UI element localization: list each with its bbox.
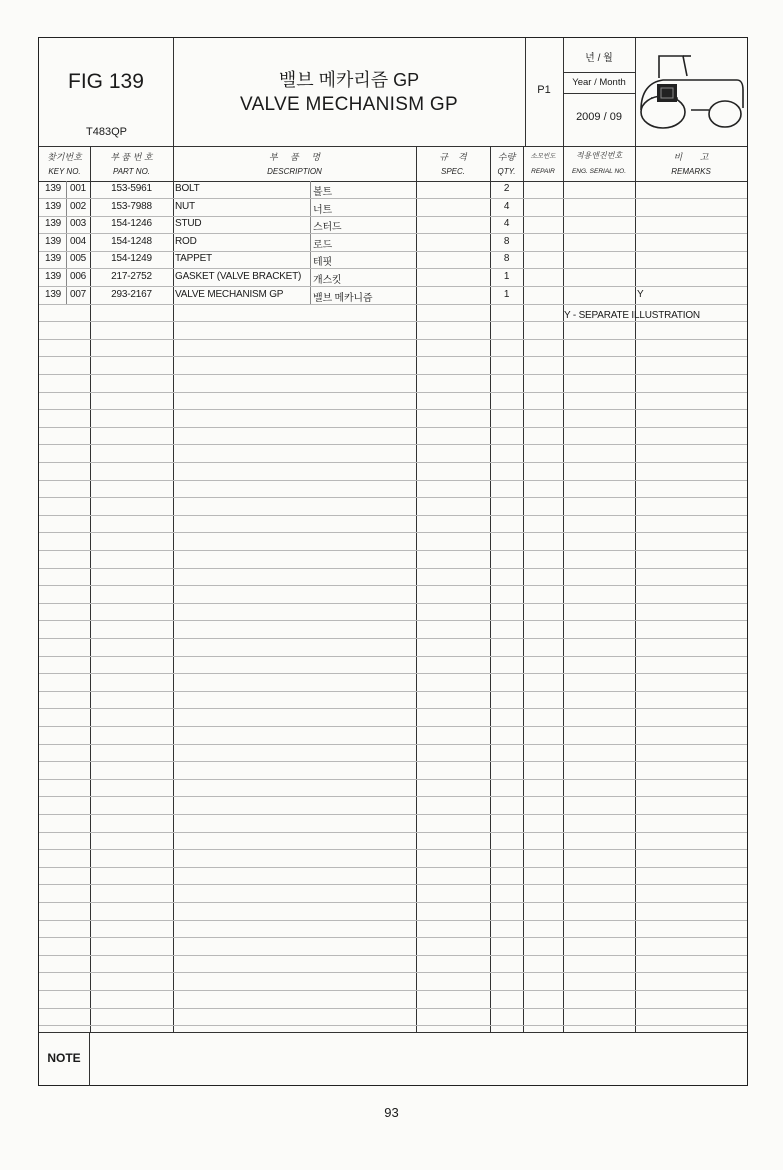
row-line bbox=[39, 1008, 747, 1009]
part-number-cell: 153-5961 bbox=[111, 183, 152, 194]
col-header-remarks-kr: 비 고 bbox=[673, 152, 709, 162]
row-line bbox=[39, 814, 747, 815]
col-header-spec-kr: 규 격 bbox=[439, 152, 467, 162]
fig-cell: 139 bbox=[44, 218, 62, 229]
qty-cell: 1 bbox=[503, 271, 510, 282]
key-cell: 007 bbox=[69, 289, 87, 300]
qty-cell: 2 bbox=[503, 183, 510, 194]
row-line bbox=[39, 761, 747, 762]
row-line bbox=[39, 550, 747, 551]
col-header-repair-kr: 소모빈도 bbox=[530, 153, 556, 160]
title-english: VALVE MECHANISM GP bbox=[240, 94, 458, 115]
row-line bbox=[39, 972, 747, 973]
col-line-remarks bbox=[635, 146, 636, 1032]
fig-number: FIG 139 bbox=[68, 70, 144, 93]
row-line bbox=[39, 673, 747, 674]
qty-cell: 4 bbox=[503, 201, 510, 212]
model-code: T483QP bbox=[86, 126, 127, 138]
fig-cell: 139 bbox=[44, 289, 62, 300]
description-kr-cell: 밸브 메카니즘 bbox=[313, 293, 373, 304]
page-number: 93 bbox=[384, 1105, 399, 1120]
key-cell: 002 bbox=[69, 201, 87, 212]
description-kr-cell: 로드 bbox=[313, 240, 332, 251]
row-line bbox=[39, 339, 747, 340]
row-line bbox=[39, 374, 747, 375]
key-cell: 001 bbox=[69, 183, 87, 194]
part-number-cell: 217-2752 bbox=[111, 271, 152, 282]
row-line bbox=[39, 832, 747, 833]
row-line bbox=[39, 726, 747, 727]
col-header-part-kr: 부 품 번 호 bbox=[110, 152, 153, 162]
row-line bbox=[39, 620, 747, 621]
fig-cell: 139 bbox=[44, 253, 62, 264]
key-cell: 004 bbox=[69, 236, 87, 247]
row-line bbox=[39, 233, 747, 234]
description-en-cell: GASKET (VALVE BRACKET) bbox=[175, 271, 302, 282]
header-vline-1 bbox=[173, 38, 174, 146]
col-header-key-en: KEY NO. bbox=[48, 167, 81, 176]
note-label: NOTE bbox=[47, 1051, 81, 1065]
qty-cell: 8 bbox=[503, 253, 510, 264]
title-korean: 밸브 메카리즘 GP bbox=[278, 70, 420, 90]
col-line-spec bbox=[416, 146, 417, 1032]
row-line bbox=[39, 497, 747, 498]
row-line bbox=[39, 744, 747, 745]
part-number-cell: 293-2167 bbox=[111, 289, 152, 300]
key-cell: 006 bbox=[69, 271, 87, 282]
note-area bbox=[90, 1033, 747, 1085]
row-line bbox=[39, 444, 747, 445]
row-line bbox=[39, 779, 747, 780]
column-header-divider bbox=[39, 181, 747, 182]
row-line bbox=[39, 638, 747, 639]
col-header-repair-en: REPAIR bbox=[531, 168, 555, 175]
row-line bbox=[39, 884, 747, 885]
row-line bbox=[39, 955, 747, 956]
col-header-serial-kr: 적용엔진번호 bbox=[575, 151, 623, 160]
col-header-key-kr: 찾기번호 bbox=[47, 152, 82, 162]
col-line-serial bbox=[563, 146, 564, 1032]
fig-cell: 139 bbox=[44, 201, 62, 212]
row-line bbox=[39, 568, 747, 569]
row-line bbox=[39, 198, 747, 199]
part-number-cell: 154-1246 bbox=[111, 218, 152, 229]
row-line bbox=[39, 691, 747, 692]
legend-note: Y - SEPARATE ILLUSTRATION bbox=[564, 310, 700, 321]
description-kr-cell: 테핏 bbox=[313, 257, 332, 268]
fig-cell: 139 bbox=[44, 183, 62, 194]
row-line bbox=[39, 990, 747, 991]
description-en-cell: ROD bbox=[175, 236, 197, 247]
description-kr-cell: 볼트 bbox=[313, 187, 332, 198]
page-code: P1 bbox=[537, 84, 551, 96]
description-kr-cell: 너트 bbox=[313, 205, 332, 216]
date-divider-2 bbox=[563, 93, 635, 94]
part-number-cell: 154-1248 bbox=[111, 236, 152, 247]
row-line bbox=[39, 867, 747, 868]
col-header-remarks-en: REMARKS bbox=[671, 167, 711, 176]
key-cell: 003 bbox=[69, 218, 87, 229]
part-number-cell: 154-1249 bbox=[111, 253, 152, 264]
row-line bbox=[39, 585, 747, 586]
col-header-serial-en: ENG. SERIAL NO. bbox=[571, 168, 627, 175]
row-line bbox=[39, 427, 747, 428]
description-en-cell: VALVE MECHANISM GP bbox=[175, 289, 284, 300]
row-line bbox=[39, 603, 747, 604]
row-line bbox=[39, 356, 747, 357]
date-divider-1 bbox=[563, 72, 635, 73]
description-en-cell: BOLT bbox=[175, 183, 200, 194]
row-line bbox=[39, 849, 747, 850]
qty-cell: 1 bbox=[503, 289, 510, 300]
fig-cell: 139 bbox=[44, 236, 62, 247]
row-line bbox=[39, 321, 747, 322]
col-header-part-en: PART NO. bbox=[112, 167, 151, 176]
row-line bbox=[39, 796, 747, 797]
row-line bbox=[39, 304, 747, 305]
date-label-korean: 년 / 월 bbox=[585, 53, 613, 64]
row-line bbox=[39, 392, 747, 393]
header-vline-4 bbox=[635, 38, 636, 146]
row-line bbox=[39, 708, 747, 709]
header-divider bbox=[39, 146, 747, 147]
tractor-icon bbox=[637, 48, 745, 134]
row-line bbox=[39, 480, 747, 481]
row-line bbox=[39, 902, 747, 903]
row-line bbox=[39, 409, 747, 410]
row-line bbox=[39, 216, 747, 217]
description-kr-cell: 스터드 bbox=[313, 222, 342, 233]
description-en-cell: STUD bbox=[175, 218, 202, 229]
row-line bbox=[39, 532, 747, 533]
row-line bbox=[39, 1025, 747, 1026]
col-line-desc bbox=[173, 146, 174, 1032]
qty-cell: 4 bbox=[503, 218, 510, 229]
date-label-english: Year / Month bbox=[572, 77, 626, 88]
row-line bbox=[39, 515, 747, 516]
row-line bbox=[39, 920, 747, 921]
row-line bbox=[39, 937, 747, 938]
col-line-repair bbox=[523, 146, 524, 1032]
part-number-cell: 153-7988 bbox=[111, 201, 152, 212]
row-line bbox=[39, 286, 747, 287]
qty-cell: 8 bbox=[503, 236, 510, 247]
fig-cell: 139 bbox=[44, 271, 62, 282]
col-header-desc-kr: 부 품 명 bbox=[268, 152, 321, 162]
col-header-qty-kr: 수량 bbox=[497, 152, 516, 162]
row-line bbox=[39, 462, 747, 463]
row-line bbox=[39, 268, 747, 269]
col-header-qty-en: QTY. bbox=[497, 167, 516, 176]
description-en-cell: NUT bbox=[175, 201, 195, 212]
date-value: 2009 / 09 bbox=[576, 111, 622, 123]
key-cell: 005 bbox=[69, 253, 87, 264]
row-line bbox=[39, 251, 747, 252]
col-header-desc-en: DESCRIPTION bbox=[267, 167, 322, 176]
col-header-spec-en: SPEC. bbox=[440, 167, 465, 176]
row-line bbox=[39, 656, 747, 657]
remarks-cell: Y bbox=[637, 289, 644, 300]
description-kr-cell: 개스킷 bbox=[313, 275, 342, 286]
description-en-cell: TAPPET bbox=[175, 253, 212, 264]
